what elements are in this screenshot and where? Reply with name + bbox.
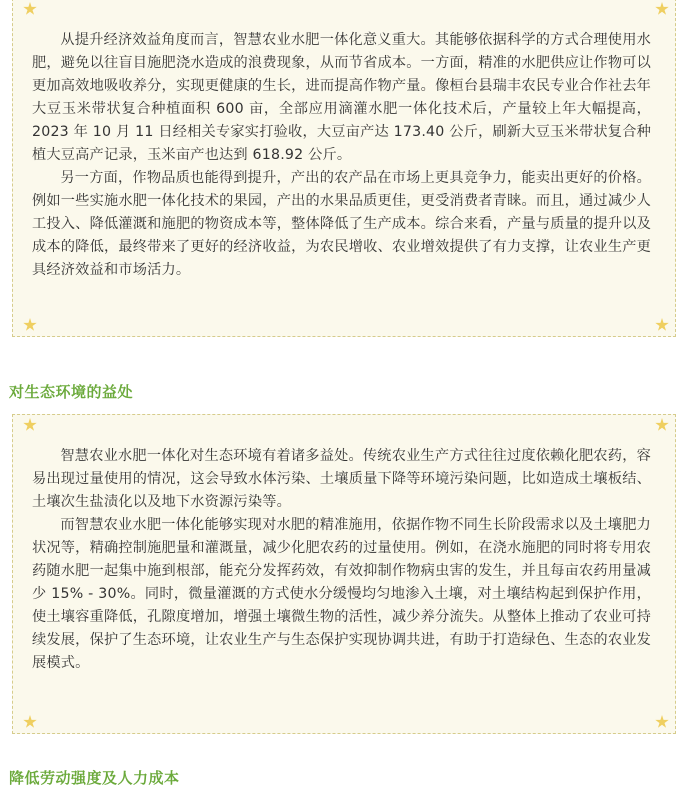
star-icon	[23, 418, 37, 432]
economic-benefit-content	[32, 29, 651, 282]
section-heading-labor-cost: 降低劳动强度及人力成本	[9, 769, 180, 787]
ecological-benefit-text-box	[12, 414, 676, 734]
paragraph: 另一方面，作物品质也能得到提升，产出的农产品在市场上更具竞争力，能卖出更好的价格。例如一些实施水肥一体化技术的果园，产出的水果品质更佳，更受消费者青睐。而且，通过减少人工投入、降低灌溉和施肥的物资成本等，整体降低了生产成本。综合来看，产量与质量的提升以及成本的降低，最终带来了更好的经济收益，为农民增收、农业增效提供了有力支撑，让农业生产更具经济效益和市场活力。	[32, 170, 651, 278]
paragraph: 智慧农业水肥一体化对生态环境有着诸多益处。传统农业生产方式往往过度依赖化肥农药，容易出现过量使用的情况，这会导致水体污染、土壤质量下降等环境污染问题，比如造成土壤板结、土壤次生盐渍化以及地下水资源污染等。	[32, 448, 651, 510]
star-icon	[655, 318, 669, 332]
paragraph: 从提升经济效益角度而言，智慧农业水肥一体化意义重大。其能够依据科学的方式合理使用水肥，避免以往盲目施肥浇水造成的浪费现象，从而节省成本。一方面，精准的水肥供应让作物可以更加高效地吸收养分，实现更健康的生长，进而提高作物产量。像桓台县瑞丰农民专业合作社去年大豆玉米带状复合种植面积 600 亩，全部应用滴灌水肥一体化技术后，产量较上年大幅提高，2023 年 10 月 11 日经相关专家实打验收，大豆亩产达 173.40 公斤，刷新大豆玉米带状复合种植大豆高产记录，玉米亩产也达到 618.92 公斤。	[32, 32, 651, 163]
star-icon	[23, 2, 37, 16]
star-icon	[23, 318, 37, 332]
economic-benefit-text-box	[12, 0, 676, 337]
section-heading-ecological-benefit: 对生态环境的益处	[9, 383, 134, 401]
star-icon	[655, 2, 669, 16]
star-icon	[655, 715, 669, 729]
star-icon	[23, 715, 37, 729]
star-icon	[655, 418, 669, 432]
paragraph: 而智慧农业水肥一体化能够实现对水肥的精准施用，依据作物不同生长阶段需求以及土壤肥力状况等，精确控制施肥量和灌溉量，减少化肥农药的过量使用。例如，在浇水施肥的同时将专用农药随水肥一起集中施到根部，能充分发挥药效，有效抑制作物病虫害的发生，并且每亩农药用量减少 15% - 30%。同时，微量灌溉的方式使水分缓慢均匀地渗入土壤，对土壤结构起到保护作用，使土壤容重降低，孔隙度增加，增强土壤微生物的活性，减少养分流失。从整体上推动了农业可持续发展，保护了生态环境，让农业生产与生态保护实现协调共进，有助于打造绿色、生态的农业发展模式。	[32, 517, 651, 671]
ecological-benefit-content	[32, 445, 651, 675]
